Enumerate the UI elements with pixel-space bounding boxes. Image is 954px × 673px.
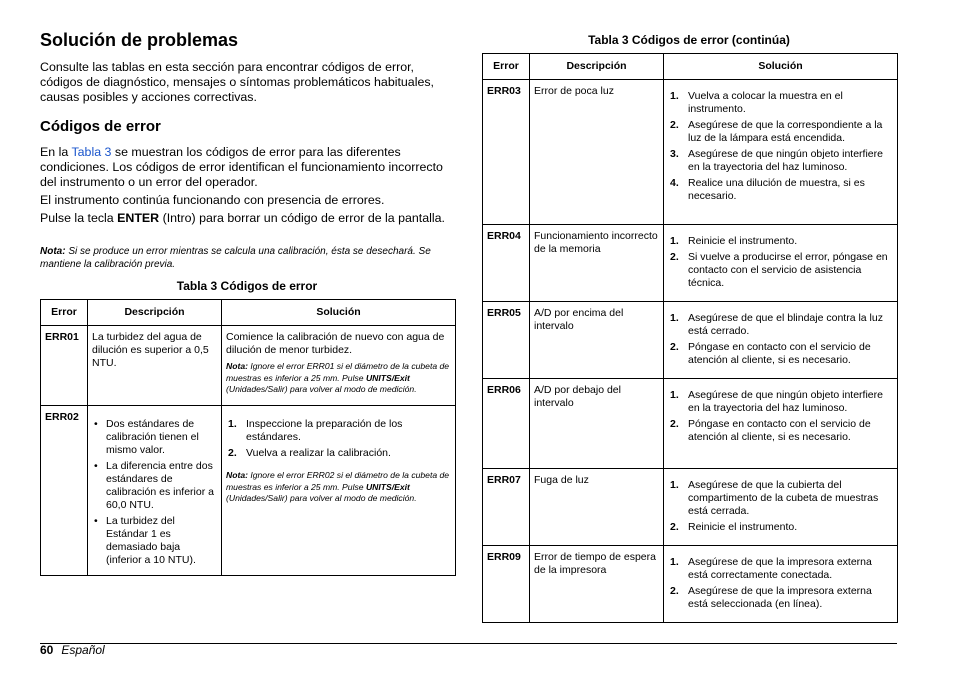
key-name: UNITS/Exit [365,372,410,383]
note-text: (Unidades/Salir) para volver al modo de medición. [226,493,417,503]
table-row [41,406,456,576]
note [40,246,458,271]
error-table-right [482,53,898,623]
key-name: ENTER [117,211,160,225]
list-item: 2. Póngase en contacto con el servicio de atención al cliente, si es necesario. [670,418,871,443]
list-item: • La turbidez del Estándar 1 es demasiado baja (inferior a 10 NTU). [94,515,196,566]
list-item: • Dos estándares de calibración tienen el mismo valor. [94,418,199,456]
list-item: 1. Inspeccione la preparación de los estándares. [228,418,403,443]
header-description: Descripción [88,300,222,326]
header-description: Descripción [530,54,664,80]
header-error: Error [41,300,88,326]
error-solution [664,546,898,623]
note-text: (Unidades/Salir) para volver al modo de medición. [226,384,417,394]
cell-note [226,470,451,505]
table-row [41,326,456,406]
table-header-row [41,300,456,326]
table-caption-left: Tabla 3 Códigos de error [176,279,318,293]
list-item: 1. Asegúrese de que el blindaje contra la luz está cerrado. [670,312,883,337]
page-title: Solución de problemas [40,30,239,50]
list-item: 2. Si vuelve a producirse el error, póngase en contacto con el servicio de asistencia técnica. [670,251,888,289]
error-solution [222,326,456,406]
footer-rule [40,643,897,644]
error-solution [222,406,456,576]
error-description: Funcionamiento incorrecto de la memoria [530,225,664,302]
error-description: Error de poca luz [530,80,664,225]
cell-note [226,361,451,396]
header-solution: Solución [222,300,456,326]
text: Pulse la tecla [40,211,118,225]
note-text: Ignore el error ERR01 si el diámetro de la cubeta de muestras es inferior a 25 mm. Pulse [226,361,450,383]
note-label: Nota: [40,246,66,257]
note-label: Nota: [226,470,248,480]
error-code: ERR07 [483,469,530,546]
table-header-row [483,54,898,80]
solution-text: Comience la calibración de nuevo con agua de dilución de menor turbidez. [226,331,445,356]
note-text: Si se produce un error mientras se calcula una calibración, ésta se desechará. Se mantiene la calibración previa. [40,246,431,270]
paragraph-continue: El instrumento continúa funcionando con presencia de errores. [40,193,385,207]
table-row [483,225,898,302]
error-description: Fuga de luz [530,469,664,546]
note-label: Nota: [226,361,248,371]
error-code: ERR01 [41,326,88,406]
error-solution [664,225,898,302]
paragraph-codes [40,145,458,190]
list-item: 3. Asegúrese de que ningún objeto interfiere en la trayectoria del haz luminoso. [670,148,883,173]
error-description: La turbidez del agua de dilución es superior a 0,5 NTU. [88,326,222,406]
table-caption-right: Tabla 3 Códigos de error (continúa) [588,33,790,47]
note-text: Ignore el error ERR02 si el diámetro de la cubeta de muestras es inferior a 25 mm. Pulse [226,470,450,492]
table-row [483,302,898,379]
footer-language: Español [61,643,105,657]
section-title: Códigos de error [40,118,161,135]
list-item: 2. Vuelva a realizar la calibración. [228,447,391,459]
text: se muestran los códigos de error para las diferentes condiciones. Los códigos de error identifican el funcionamiento incorrecto del instrumento o un error del operador. [40,145,443,189]
table-row [483,469,898,546]
table-row [483,379,898,469]
text: En la [40,145,72,159]
list-item: 1. Asegúrese de que ningún objeto interfiere en la trayectoria del haz luminoso. [670,389,883,414]
list-item: 1. Asegúrese de que la impresora externa está correctamente conectada. [670,556,872,581]
list-item: 2. Póngase en contacto con el servicio de atención al cliente, si es necesario. [670,341,871,366]
page-number: 60 [40,643,54,657]
error-code: ERR06 [483,379,530,469]
error-description: A/D por encima del intervalo [530,302,664,379]
error-code: ERR04 [483,225,530,302]
list-item: 1. Vuelva a colocar la muestra en el instrumento. [670,90,843,115]
list-item: 2. Asegúrese de que la correspondiente a la luz de la lámpara está encendida. [670,119,883,144]
list-item: 1. Reinicie el instrumento. [670,235,798,247]
list-item: 1. Asegúrese de que la cubierta del compartimento de la cubeta de muestras está cerrada. [670,479,879,517]
error-description: Error de tiempo de espera de la impresora [530,546,664,623]
page-footer [40,643,105,657]
error-solution [664,469,898,546]
error-solution [664,80,898,225]
list-item: 4. Realice una dilución de muestra, si es necesario. [670,177,865,202]
intro-paragraph: Consulte las tablas en esta sección para encontrar códigos de error, códigos de diagnóstico, mensajes o síntomas problemáticos habituales, causas posibles y acciones correctivas. [40,60,434,104]
list-item: 2. Asegúrese de que la impresora externa está seleccionada (en línea). [670,585,872,610]
error-description: A/D por debajo del intervalo [530,379,664,469]
table-row [483,546,898,623]
error-code: ERR03 [483,80,530,225]
error-solution [664,379,898,469]
text: (Intro) para borrar un código de error de la pantalla. [159,211,445,225]
paragraph-enter [40,211,458,226]
error-code: ERR09 [483,546,530,623]
list-item: 2. Reinicie el instrumento. [670,521,798,533]
error-table-left [40,299,456,576]
error-solution [664,302,898,379]
header-error: Error [483,54,530,80]
key-name: UNITS/Exit [365,481,410,492]
error-code: ERR05 [483,302,530,379]
table-row [483,80,898,225]
table-link[interactable]: Tabla 3 [71,145,112,159]
header-solution: Solución [664,54,898,80]
error-code: ERR02 [41,406,88,576]
list-item: • La diferencia entre dos estándares de calibración es inferior a 60,0 NTU. [94,460,214,511]
error-description [88,406,222,576]
